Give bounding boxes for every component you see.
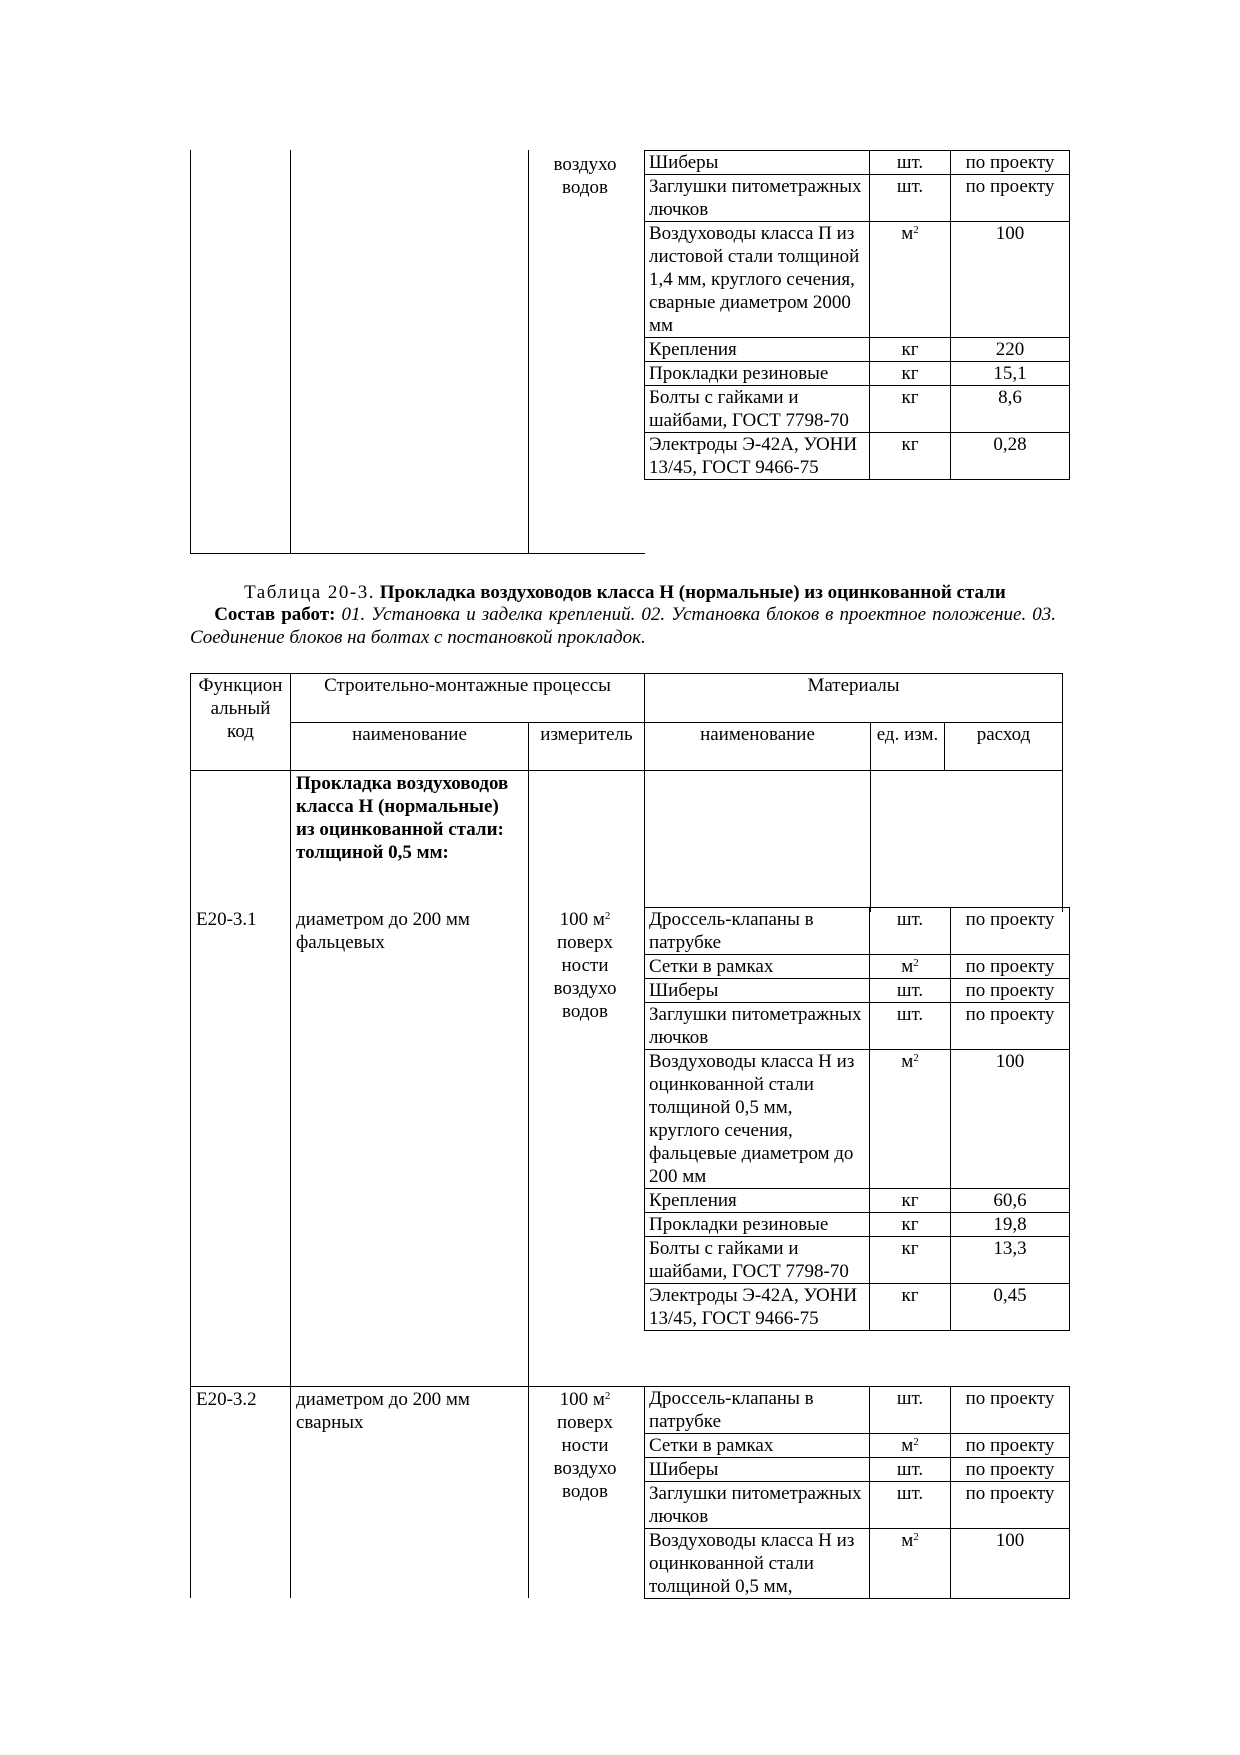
material-qty: 220 <box>951 338 1070 362</box>
table-row <box>645 222 1070 338</box>
material-unit: кг <box>870 386 951 433</box>
body-col-divider-4 <box>870 770 871 912</box>
header-measure: измеритель <box>529 722 645 771</box>
material-unit: кг <box>870 1189 951 1213</box>
measure-line: поверх <box>557 932 613 953</box>
material-name: Воздуховоды класса Н из оцинкованной стали толщиной 0,5 мм, круглого сечения, фальцевые диаметром до 200 мм <box>645 1050 870 1189</box>
material-qty: по проекту <box>951 1387 1070 1434</box>
table-row <box>645 386 1070 433</box>
table-row <box>645 433 1070 480</box>
table-header <box>190 673 1063 771</box>
material-unit: шт. <box>870 979 951 1003</box>
top-col-divider-1 <box>290 150 291 554</box>
table-row <box>645 1050 1070 1189</box>
material-name: Электроды Э-42А, УОНИ 13/45, ГОСТ 9466-75 <box>645 433 870 480</box>
row-measure <box>540 908 630 1023</box>
body-col-divider-1 <box>290 770 291 1598</box>
table-caption-title: Прокладка воздуховодов класса Н (нормальные) из оцинкованной стали <box>379 582 1006 603</box>
header-unit: ед. изм. <box>871 722 945 771</box>
material-unit: $м^2$ <box>870 955 951 979</box>
material-qty: 0,45 <box>951 1284 1070 1331</box>
work-composition <box>190 603 1056 649</box>
table-row <box>645 1003 1070 1050</box>
measure-line: воздухо <box>553 1458 617 1479</box>
material-unit: шт. <box>870 1458 951 1482</box>
material-name: Воздуховоды класса П из листовой стали толщиной 1,4 мм, круглого сечения, сварные диаметром 2000 мм <box>645 222 870 338</box>
top-materials-table <box>644 150 1070 480</box>
material-name: Сетки в рамках <box>645 955 870 979</box>
material-qty: 15,1 <box>951 362 1070 386</box>
measure-line: воздухо <box>553 154 617 175</box>
table-row <box>645 955 1070 979</box>
material-name: Крепления <box>645 1189 870 1213</box>
measure-line: водов <box>562 1001 608 1022</box>
material-qty: по проекту <box>951 955 1070 979</box>
header-materials: Материалы <box>645 674 1063 723</box>
material-unit: шт. <box>870 908 951 955</box>
table-row <box>645 175 1070 222</box>
table-row <box>645 338 1070 362</box>
material-name: Воздуховоды класса Н из оцинкованной стали толщиной 0,5 мм, <box>645 1529 870 1599</box>
material-qty: 60,6 <box>951 1189 1070 1213</box>
table-caption <box>190 581 1060 604</box>
row-process: диаметром до 200 мм сварных <box>296 1389 470 1433</box>
table-row <box>645 908 1070 955</box>
material-name: Шиберы <box>645 979 870 1003</box>
material-qty: по проекту <box>951 1482 1070 1529</box>
material-name: Заглушки питометражных лючков <box>645 1003 870 1050</box>
material-qty: по проекту <box>951 151 1070 175</box>
material-unit: $м^2$ <box>870 1050 951 1189</box>
table-row <box>645 979 1070 1003</box>
table-caption-label: Таблица 20-3. <box>244 582 375 603</box>
material-unit: шт. <box>870 1387 951 1434</box>
measure-line: воздухо <box>553 978 617 999</box>
body-border-right <box>1062 770 1063 912</box>
material-qty: 0,28 <box>951 433 1070 480</box>
group-title: Прокладка воздуховодов класса Н (нормальные) из оцинкованной стали: толщиной 0,5 мм: <box>296 773 509 863</box>
row-code: Е20-3.2 <box>196 1389 257 1410</box>
measure-line: ности <box>561 1435 609 1456</box>
material-qty: 19,8 <box>951 1213 1070 1237</box>
material-name: Шиберы <box>645 1458 870 1482</box>
work-composition-label: Состав работ: <box>214 604 336 625</box>
top-measure-cell <box>540 153 630 199</box>
material-name: Крепления <box>645 338 870 362</box>
material-name: Болты с гайками и шайбами, ГОСТ 7798-70 <box>645 1237 870 1284</box>
body-col-divider-2 <box>528 770 529 1598</box>
material-unit: $м^2$ <box>870 222 951 338</box>
table-row <box>645 1237 1070 1284</box>
material-name: Заглушки питометражных лючков <box>645 175 870 222</box>
measure-line: водов <box>562 1481 608 1502</box>
material-name: Дроссель-клапаны в патрубке <box>645 1387 870 1434</box>
material-qty: 100 <box>951 222 1070 338</box>
table-row <box>645 1189 1070 1213</box>
material-qty: 13,3 <box>951 1237 1070 1284</box>
measure-line: водов <box>562 177 608 198</box>
header-code: Функцион альный код <box>191 674 291 771</box>
measure-line: поверх <box>557 1412 613 1433</box>
measure-value: 100 $м^2$ <box>559 909 611 930</box>
material-name: Прокладки резиновые <box>645 362 870 386</box>
material-unit: шт. <box>870 1482 951 1529</box>
material-qty: по проекту <box>951 175 1070 222</box>
material-qty: по проекту <box>951 1458 1070 1482</box>
material-unit: $м^2$ <box>870 1529 951 1599</box>
top-border-left <box>190 150 191 554</box>
material-unit: $м^2$ <box>870 1434 951 1458</box>
table-row <box>645 1434 1070 1458</box>
material-unit: кг <box>870 1213 951 1237</box>
measure-value: 100 $м^2$ <box>559 1389 611 1410</box>
material-unit: кг <box>870 362 951 386</box>
material-name: Болты с гайками и шайбами, ГОСТ 7798-70 <box>645 386 870 433</box>
measure-line: ности <box>561 955 609 976</box>
table-row <box>645 1482 1070 1529</box>
row-measure <box>540 1388 630 1503</box>
row2-materials-table <box>644 1386 1070 1599</box>
material-name: Шиберы <box>645 151 870 175</box>
header-name: наименование <box>291 722 529 771</box>
table-row <box>645 1213 1070 1237</box>
top-bottom-rule-left <box>190 553 645 554</box>
row1-materials-table <box>644 907 1070 1331</box>
material-unit: шт. <box>870 151 951 175</box>
material-name: Дроссель-клапаны в патрубке <box>645 908 870 955</box>
material-unit: кг <box>870 1284 951 1331</box>
table-row <box>645 151 1070 175</box>
row-separator <box>190 1386 645 1387</box>
material-qty: по проекту <box>951 908 1070 955</box>
body-col-divider-3 <box>644 770 645 912</box>
table-row <box>645 362 1070 386</box>
material-name: Сетки в рамках <box>645 1434 870 1458</box>
material-qty: 100 <box>951 1529 1070 1599</box>
header-mat-name: наименование <box>645 722 871 771</box>
material-qty: по проекту <box>951 1434 1070 1458</box>
body-border-left <box>190 770 191 1598</box>
material-qty: 100 <box>951 1050 1070 1189</box>
material-name: Прокладки резиновые <box>645 1213 870 1237</box>
table-row <box>645 1284 1070 1331</box>
table-row <box>645 1387 1070 1434</box>
material-unit: кг <box>870 1237 951 1284</box>
material-unit: шт. <box>870 1003 951 1050</box>
material-unit: кг <box>870 338 951 362</box>
header-consumption: расход <box>945 722 1063 771</box>
table-row <box>645 1458 1070 1482</box>
top-col-divider-2 <box>528 150 529 554</box>
material-qty: по проекту <box>951 1003 1070 1050</box>
header-processes: Строительно-монтажные процессы <box>291 674 645 723</box>
material-unit: кг <box>870 433 951 480</box>
material-unit: шт. <box>870 175 951 222</box>
row-code: Е20-3.1 <box>196 909 257 930</box>
material-name: Электроды Э-42А, УОНИ 13/45, ГОСТ 9466-75 <box>645 1284 870 1331</box>
material-qty: 8,6 <box>951 386 1070 433</box>
material-name: Заглушки питометражных лючков <box>645 1482 870 1529</box>
table-row <box>645 1529 1070 1599</box>
row-process: диаметром до 200 мм фальцевых <box>296 909 470 953</box>
work-composition-text: 01. Установка и заделка креплений. 02. Установка блоков в проектное положение. 03. Соединение блоков на болтах с постановкой прокладок. <box>190 604 1056 648</box>
material-qty: по проекту <box>951 979 1070 1003</box>
